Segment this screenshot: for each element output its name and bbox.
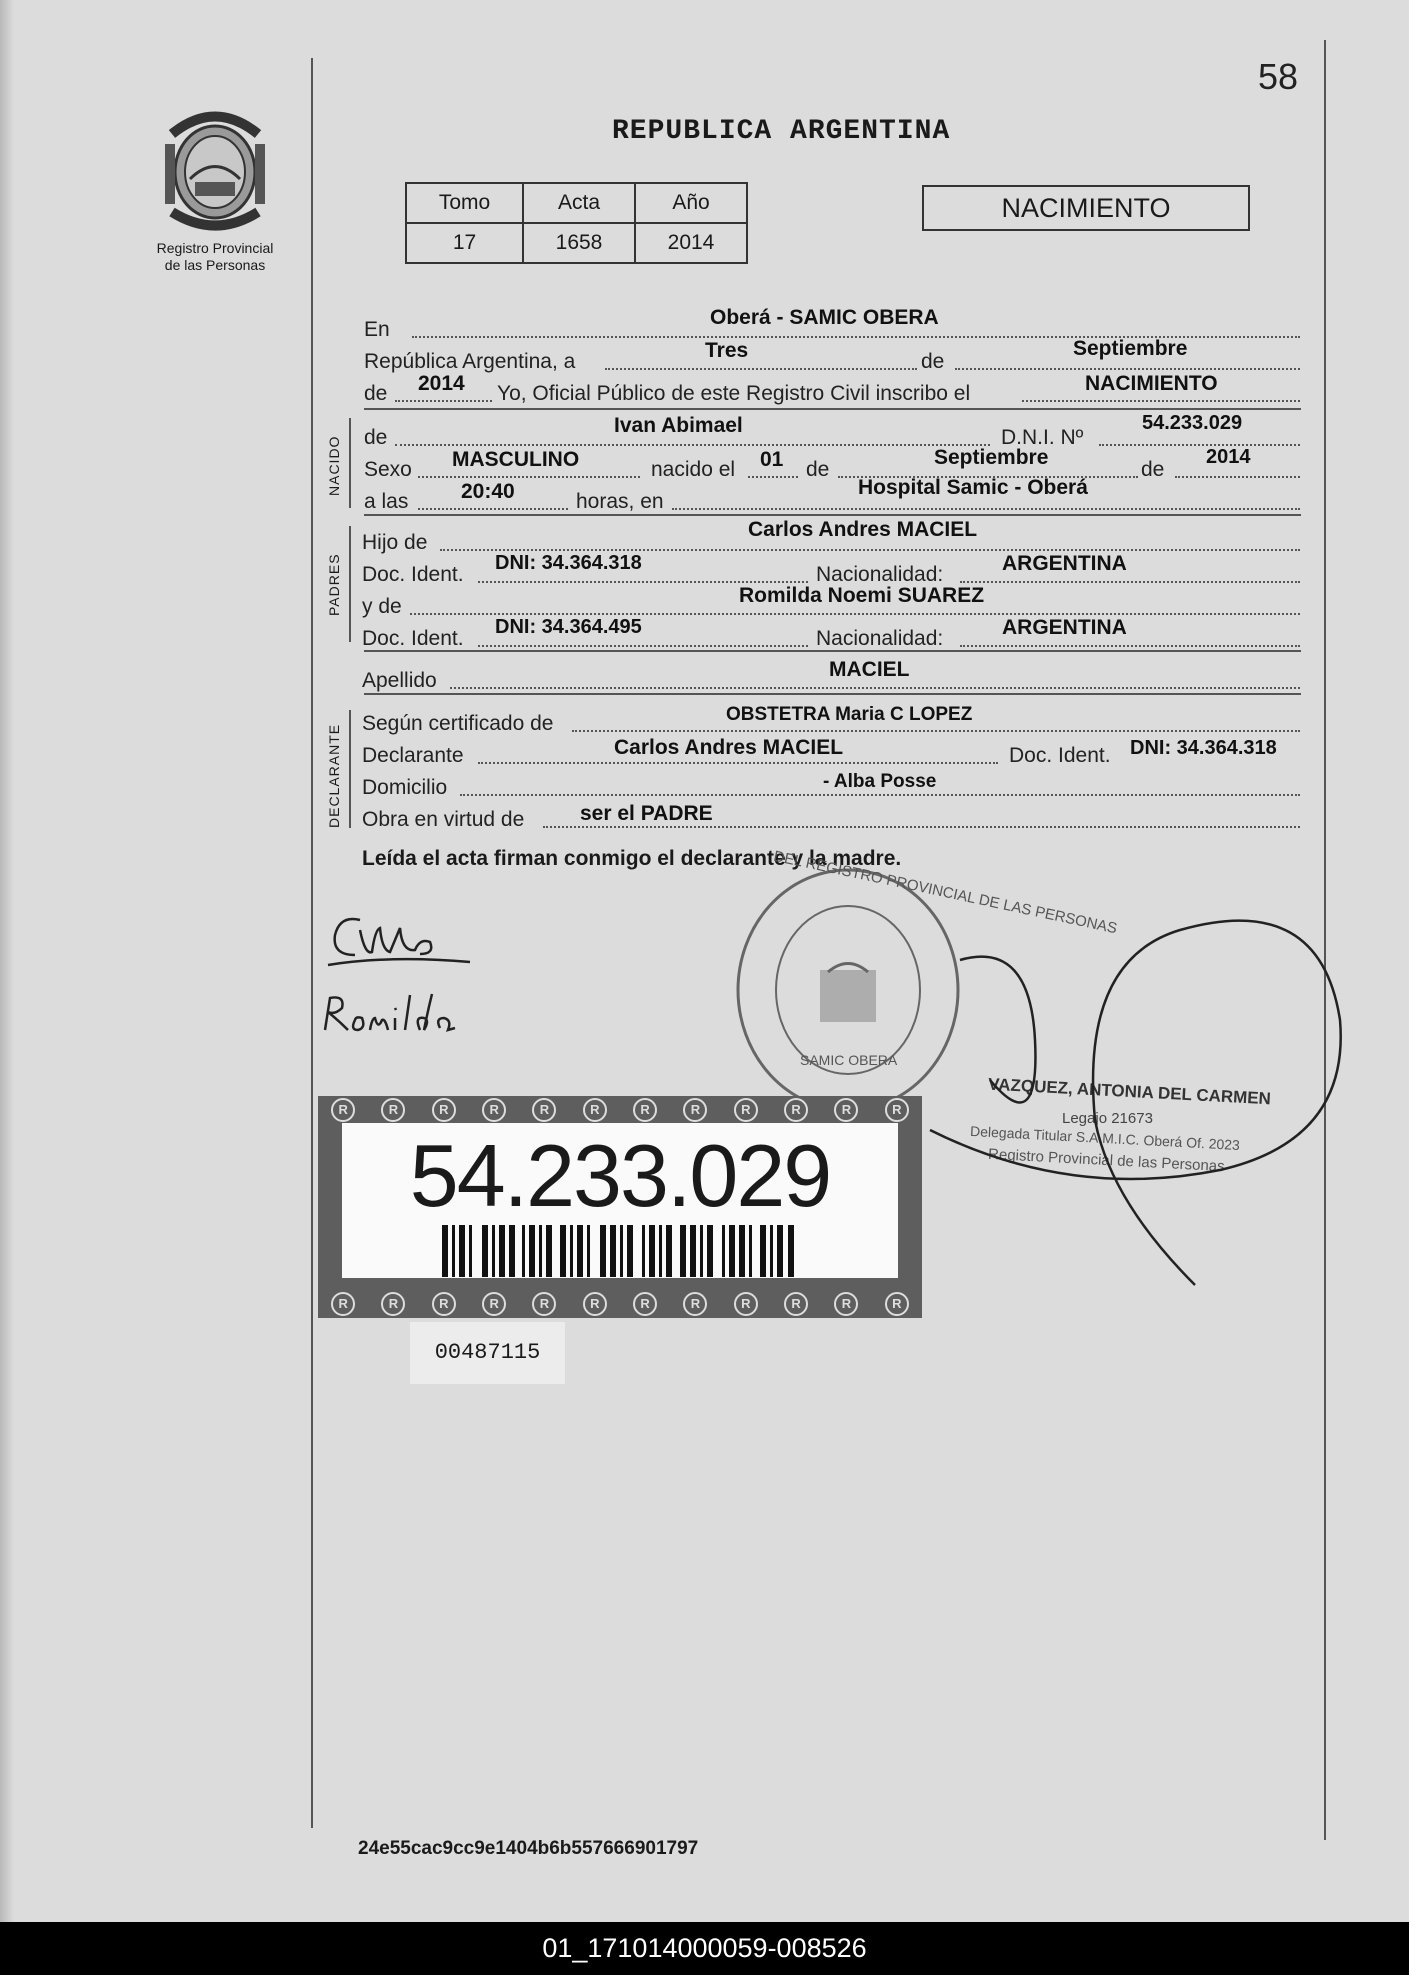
registry-name <box>140 240 290 274</box>
label-nacido-el: nacido el <box>651 458 736 481</box>
r-mark-icon: R <box>432 1098 456 1122</box>
tomo-table-value-row <box>406 223 747 263</box>
barcode-number: 54.233.029 <box>409 1126 831 1225</box>
r-mark-icon: R <box>381 1292 405 1316</box>
value-dni: 54.233.029 <box>1142 412 1243 434</box>
paper-edge <box>0 0 14 1922</box>
value-padre-nac: ARGENTINA <box>1002 552 1127 575</box>
official-name: VAZQUEZ, ANTONIA DEL CARMEN <box>987 1074 1272 1109</box>
official-registro: Registro Provincial de las Personas <box>987 1145 1226 1176</box>
dotted-line <box>748 476 798 478</box>
r-mark-icon: R <box>834 1292 858 1316</box>
official-legajo: Legajo 21673 <box>1062 1110 1153 1127</box>
r-mark-icon: R <box>683 1292 707 1316</box>
label-domicilio: Domicilio <box>362 776 448 799</box>
acta-header: Acta <box>523 183 635 223</box>
section-label-declarante: DECLARANTE <box>326 723 342 828</box>
watermark-row-bottom <box>318 1292 922 1316</box>
r-mark-icon: R <box>885 1098 909 1122</box>
dotted-line <box>960 645 1300 647</box>
section-divider <box>364 514 1301 516</box>
value-declarante-doc: DNI: 34.364.318 <box>1130 737 1277 759</box>
dotted-line <box>450 687 1300 689</box>
label-de-name: de <box>364 426 388 449</box>
section-bracket <box>349 710 351 828</box>
section-bracket <box>349 418 351 508</box>
tomo-acta-table <box>405 182 748 264</box>
value-lugar-nac: Hospital Samic - Oberá <box>858 476 1088 499</box>
r-mark-icon: R <box>532 1098 556 1122</box>
label-hijo-de: Hijo de <box>362 531 428 554</box>
label-de-year: de <box>364 382 388 405</box>
label-doc-ident-1: Doc. Ident. <box>362 563 464 586</box>
document-hash: 24e55cac9cc9e1404b6b557666901797 <box>358 1838 699 1859</box>
dotted-line <box>410 613 1300 615</box>
dotted-line <box>605 368 917 370</box>
value-lugar: Oberá - SAMIC OBERA <box>710 306 939 329</box>
value-sexo: MASCULINO <box>452 448 580 471</box>
anio-value: 2014 <box>635 223 747 263</box>
r-mark-icon: R <box>683 1098 707 1122</box>
watermark-row-top <box>318 1098 922 1122</box>
label-nacionalidad-2: Nacionalidad: <box>816 627 944 650</box>
seal-ring-text: DEL REGISTRO PROVINCIAL DE LAS PERSONAS <box>772 847 1119 938</box>
dotted-line <box>1099 444 1300 446</box>
label-de: de <box>921 350 945 373</box>
acta-value: 1658 <box>523 223 635 263</box>
label-apellido: Apellido <box>362 669 437 692</box>
value-certificado: OBSTETRA Maria C LOPEZ <box>726 704 973 725</box>
scan-footer-id: 01_171014000059-008526 <box>0 1922 1409 1975</box>
barcode-label <box>318 1096 922 1318</box>
tomo-header: Tomo <box>406 183 523 223</box>
value-domicilio: - Alba Posse <box>823 771 937 792</box>
dotted-line <box>672 508 1300 510</box>
section-divider <box>364 693 1301 695</box>
r-mark-icon: R <box>482 1098 506 1122</box>
r-mark-icon: R <box>784 1292 808 1316</box>
label-segun-certificado: Según certificado de <box>362 712 554 735</box>
left-margin-line <box>311 58 313 1828</box>
section-label-nacido: NACIDO <box>326 435 342 496</box>
dotted-line <box>418 508 568 510</box>
section-bracket <box>349 526 351 642</box>
value-padre-doc: DNI: 34.364.318 <box>495 552 642 574</box>
label-de-month: de <box>806 458 830 481</box>
r-mark-icon: R <box>633 1292 657 1316</box>
closing-statement: Leída el acta firman conmigo el declarante y la madre. <box>362 847 902 870</box>
label-horas-en: horas, en <box>576 490 664 513</box>
dotted-line <box>1022 400 1300 402</box>
section-divider <box>364 408 1301 410</box>
label-sexo: Sexo <box>364 458 412 481</box>
label-y-de: y de <box>362 595 402 618</box>
dotted-line <box>478 645 808 647</box>
label-doc-ident-2: Doc. Ident. <box>362 627 464 650</box>
value-anio-nac: 2014 <box>1206 446 1251 468</box>
value-apellido: MACIEL <box>829 658 910 681</box>
page-number: 58 <box>1258 56 1299 97</box>
value-madre-doc: DNI: 34.364.495 <box>495 616 642 638</box>
dotted-line <box>1175 476 1300 478</box>
country-title: REPUBLICA ARGENTINA <box>612 116 951 147</box>
r-mark-icon: R <box>885 1292 909 1316</box>
tomo-table-header-row <box>406 183 747 223</box>
r-mark-icon: R <box>633 1098 657 1122</box>
label-nacionalidad-1: Nacionalidad: <box>816 563 944 586</box>
tomo-value: 17 <box>406 223 523 263</box>
value-hora: 20:40 <box>461 480 515 503</box>
value-dia: Tres <box>705 339 749 362</box>
value-madre-nac: ARGENTINA <box>1002 616 1127 639</box>
label-oficial: Yo, Oficial Público de este Registro Civil inscribo el <box>497 382 971 405</box>
barcode-bars-icon <box>442 1225 798 1277</box>
dotted-line <box>395 444 990 446</box>
value-nombre: Ivan Abimael <box>614 414 743 437</box>
r-mark-icon: R <box>734 1292 758 1316</box>
label-dni: D.N.I. Nº <box>1001 426 1084 449</box>
official-cargo: Delegada Titular S.A.M.I.C. Oberá Of. 2023 <box>969 1122 1241 1154</box>
r-mark-icon: R <box>381 1098 405 1122</box>
r-mark-icon: R <box>482 1292 506 1316</box>
label-a-las: a las <box>364 490 409 513</box>
r-mark-icon: R <box>583 1292 607 1316</box>
section-divider <box>364 650 1301 652</box>
r-mark-icon: R <box>834 1098 858 1122</box>
value-mes: Septiembre <box>1073 337 1188 360</box>
dotted-line <box>440 549 1300 551</box>
label-doc-ident-3: Doc. Ident. <box>1009 744 1111 767</box>
signature-romilda <box>320 990 490 1040</box>
barcode-panel <box>342 1123 898 1278</box>
official-signature <box>920 900 1360 1300</box>
r-mark-icon: R <box>583 1098 607 1122</box>
signature-carlos <box>320 910 480 980</box>
r-mark-icon: R <box>734 1098 758 1122</box>
label-declarante: Declarante <box>362 744 464 767</box>
value-dia-nac: 01 <box>760 448 784 471</box>
provincial-crest-icon <box>160 104 270 234</box>
act-type-box: NACIMIENTO <box>922 185 1250 231</box>
label-republica-a: República Argentina, a <box>364 350 576 373</box>
r-mark-icon: R <box>331 1292 355 1316</box>
dotted-line <box>418 476 640 478</box>
registry-line-1: Registro Provincial <box>156 240 274 256</box>
r-mark-icon: R <box>331 1098 355 1122</box>
r-mark-icon: R <box>784 1098 808 1122</box>
dotted-line <box>543 826 1300 828</box>
seal-bottom-text: SAMIC OBERA <box>800 1052 898 1068</box>
label-obra-en-virtud: Obra en virtud de <box>362 808 525 831</box>
value-madre: Romilda Noemi SUAREZ <box>739 584 985 607</box>
label-en: En <box>364 318 390 341</box>
value-acto: NACIMIENTO <box>1085 372 1218 395</box>
registry-line-2: de las Personas <box>164 257 266 273</box>
dotted-line <box>572 730 1300 732</box>
value-declarante: Carlos Andres MACIEL <box>614 736 844 759</box>
dotted-line <box>960 581 1300 583</box>
anio-header: Año <box>635 183 747 223</box>
r-mark-icon: R <box>532 1292 556 1316</box>
dotted-line <box>478 581 808 583</box>
dotted-line <box>395 400 492 402</box>
value-en-virtud: ser el PADRE <box>580 802 713 825</box>
r-mark-icon: R <box>432 1292 456 1316</box>
dotted-line <box>460 794 1300 796</box>
value-padre: Carlos Andres MACIEL <box>748 518 978 541</box>
serial-number-label: 00487115 <box>410 1322 565 1384</box>
section-label-padres: PADRES <box>326 553 342 616</box>
value-mes-nac: Septiembre <box>934 446 1049 469</box>
dotted-line <box>955 368 1300 370</box>
label-de-year2: de <box>1141 458 1165 481</box>
dotted-line <box>478 762 998 764</box>
value-anio: 2014 <box>418 372 465 395</box>
